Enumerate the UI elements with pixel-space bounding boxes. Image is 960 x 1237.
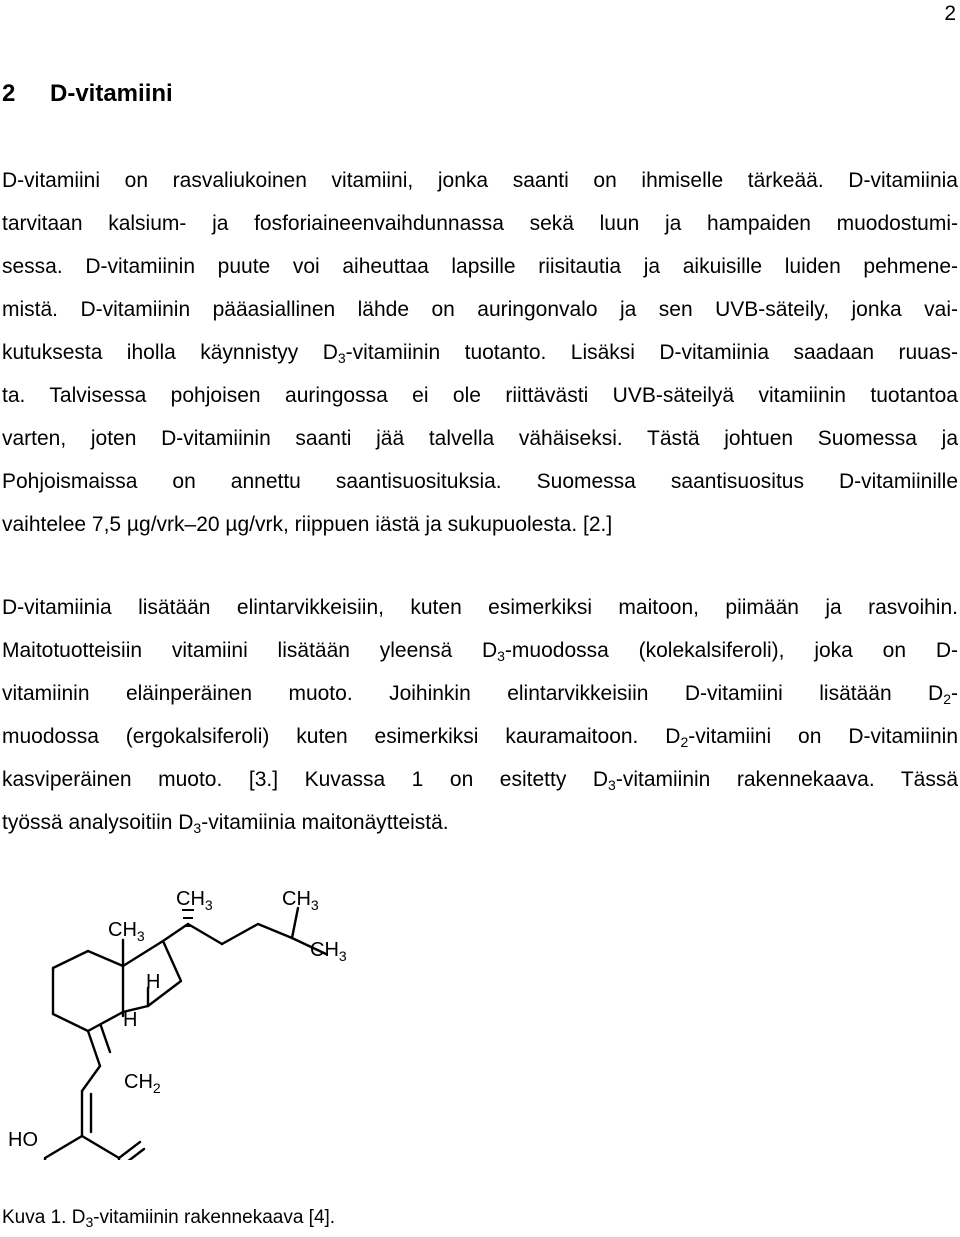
subscript: 3 bbox=[608, 777, 616, 793]
double-bond bbox=[88, 1031, 100, 1066]
paragraph-line bbox=[2, 801, 958, 844]
text-segment: muodossa (ergokalsiferoli) kuten esimerkiksi kauramaitoon. D bbox=[2, 725, 681, 748]
side-chain-bond bbox=[292, 908, 298, 938]
text-segment: kutuksesta iholla käynnistyy D bbox=[2, 341, 338, 364]
paragraph-line: vaihtelee 7,5 µg/vrk–20 µg/vrk, riippuen iästä ja sukupuolesta. [2.] bbox=[2, 513, 613, 536]
text-segment: vitamiinin eläinperäinen muoto. Joihinkin elintarvikkeisiin D-vitamiini lisätään D bbox=[2, 682, 944, 705]
ring-c-bond bbox=[53, 951, 123, 1031]
h-label: H bbox=[123, 1009, 138, 1031]
paragraph-line: D-vitamiini on rasvaliukoinen vitamiini, jonka saanti on ihmiselle tärkeää. D-vitamiinia bbox=[2, 169, 958, 192]
text-segment: työssä analysoitiin D bbox=[2, 811, 194, 834]
ch3-label: $CH_3$ bbox=[176, 888, 213, 913]
text-segment: -vitamiinin tuotanto. Lisäksi D-vitamiinia saadaan ruuas- bbox=[345, 341, 958, 364]
subscript: 3 bbox=[337, 350, 346, 366]
methylene-bond bbox=[123, 1149, 144, 1160]
side-chain-bond bbox=[258, 924, 292, 938]
section-number: 2 bbox=[2, 80, 16, 107]
ho-label: HO bbox=[8, 1129, 38, 1151]
paragraph-line bbox=[2, 629, 958, 672]
paragraph-line: mistä. D-vitamiinin pääasiallinen lähde on auringonvalo ja sen UVB-säteily, jonka vai- bbox=[2, 298, 958, 321]
ch3-label: $CH_3$ bbox=[108, 919, 145, 944]
structural-formula-figure bbox=[0, 880, 380, 1160]
paragraph-line: sessa. D-vitamiinin puute voi aiheuttaa lapsille riisitautia ja aikuisille luiden pehmene- bbox=[2, 255, 958, 278]
ch3-label: $CH_3$ bbox=[310, 939, 347, 964]
side-chain-bond bbox=[188, 924, 222, 944]
subscript: 3 bbox=[85, 1214, 94, 1230]
subscript: 2 bbox=[680, 734, 689, 750]
ch3-label: $CH_3$ bbox=[282, 888, 319, 913]
subscript: 2 bbox=[943, 691, 951, 707]
vitamin-d3-structure bbox=[0, 880, 380, 1160]
paragraph-2 bbox=[2, 586, 958, 844]
paragraph-line: varten, joten D-vitamiinin saanti jää talvella vähäiseksi. Tästä johtuen Suomessa ja bbox=[2, 427, 958, 450]
text-segment: -vitamiini on D-vitamiinin bbox=[688, 725, 959, 748]
subscript: 3 bbox=[193, 820, 202, 836]
paragraph-line bbox=[2, 672, 958, 715]
double-bond bbox=[101, 1026, 110, 1052]
text-segment: Maitotuotteisiin vitamiini lisätään yleensä D bbox=[2, 639, 498, 662]
paragraph-line: D-vitamiinia lisätään elintarvikkeisiin, kuten esimerkiksi maitoon, piimään ja rasvoihin. bbox=[2, 596, 958, 619]
ch2-label: $CH_2$ bbox=[124, 1071, 161, 1096]
text-segment: - bbox=[951, 682, 958, 705]
text-segment: -muodossa (kolekalsiferoli), joka on D- bbox=[504, 639, 958, 662]
h-label: H bbox=[146, 971, 161, 993]
text-segment: -vitamiinin rakennekaava. Tässä bbox=[615, 768, 958, 791]
subscript: 3 bbox=[497, 648, 505, 664]
paragraph-line: Pohjoismaissa on annettu saantisuosituksia. Suomessa saantisuositus D-vitamiinille bbox=[2, 470, 958, 493]
paragraph-line bbox=[2, 758, 958, 801]
chain-bond bbox=[82, 1066, 100, 1091]
paragraph-line: ta. Talvisessa pohjoisen auringossa ei ole riittävästi UVB-säteilyä vitamiinin tuotantoa bbox=[2, 384, 958, 407]
section-title: D-vitamiini bbox=[50, 80, 173, 107]
side-chain-bond bbox=[222, 924, 258, 944]
text-segment: Kuva 1. D bbox=[2, 1207, 86, 1228]
figure-caption bbox=[2, 1207, 335, 1229]
ring-a-bond bbox=[45, 1136, 119, 1160]
page-number: 2 bbox=[944, 2, 956, 25]
paragraph-line: tarvitaan kalsium- ja fosforiaineenvaihdunnassa sekä luun ja hampaiden muodostumi- bbox=[2, 212, 958, 235]
paragraph-line bbox=[2, 331, 958, 374]
paragraph-line bbox=[2, 715, 958, 758]
paragraph-1 bbox=[2, 159, 958, 546]
text-segment: -vitamiinia maitonäytteistä. bbox=[201, 811, 449, 834]
text-segment: kasviperäinen muoto. [3.] Kuvassa 1 on esitetty D bbox=[2, 768, 609, 791]
section-heading bbox=[2, 80, 173, 108]
text-segment: -vitamiinin rakennekaava [4]. bbox=[93, 1207, 336, 1228]
